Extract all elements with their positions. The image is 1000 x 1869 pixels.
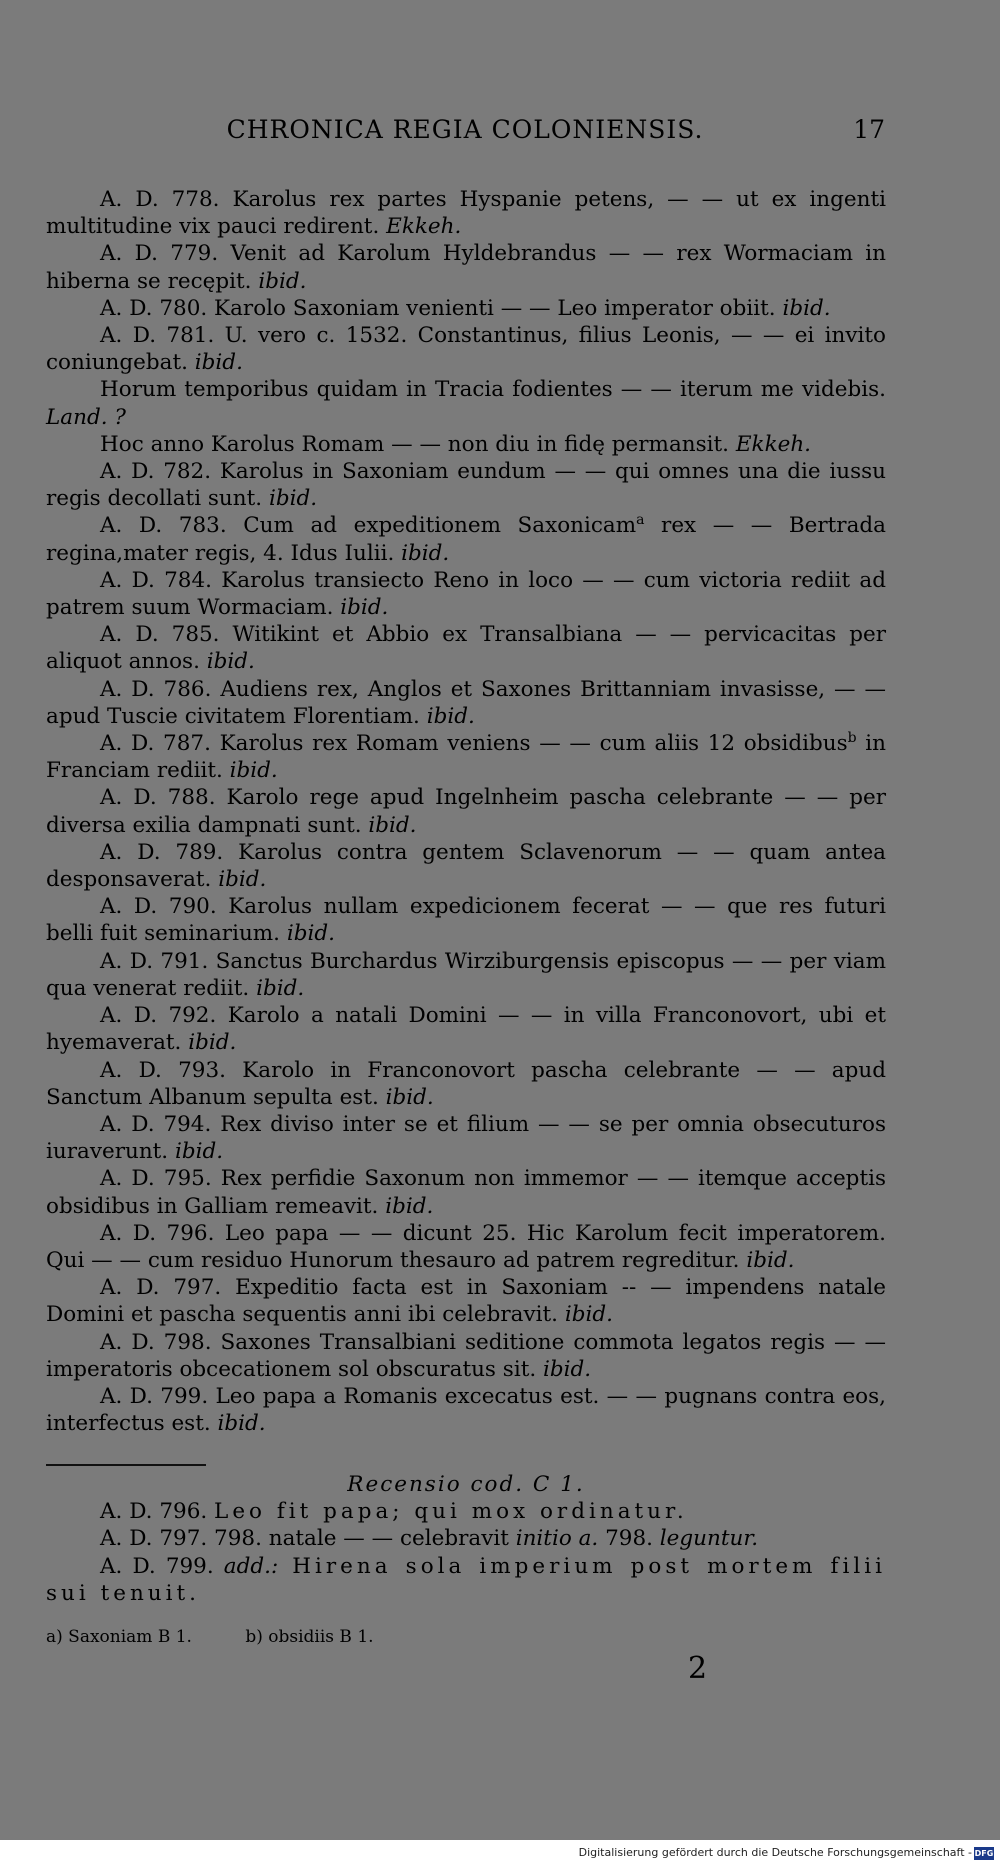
chronicle-entry (46, 839, 886, 893)
footnote-b: b) obsidiis B 1. (245, 1627, 374, 1647)
entry-source: ibid. (782, 295, 831, 321)
digitization-footer (0, 1840, 1000, 1869)
entry-source: ibid. (385, 1084, 434, 1110)
entry-text: rex — — Bertrada regina,mater regis, 4. Idus Iulii. (46, 513, 886, 566)
recension-text: 798. (598, 1526, 660, 1552)
entry-text: A. D. 798. Saxones Transalbiani seditione commota legatos regis — — imperatoris obcecationem sol obscuratus sit. (46, 1329, 886, 1382)
entry-text: A. D. 792. Karolo a natali Domini — — in villa Franconovort, ubi et hyemaverat. (46, 1003, 886, 1056)
entry-text: A. D. 787. Karolus rex Romam veniens — — cum aliis 12 obsidibus (100, 731, 848, 757)
signature-mark: 2 (688, 1651, 708, 1686)
chronicle-entry (46, 948, 886, 1002)
chronicle-entry (46, 240, 886, 294)
entry-text: A. D. 782. Karolus in Saxoniam eundum — — qui omnes una die iussu regis decollati sunt. (46, 459, 886, 512)
entry-text: A. D. 784. Karolus transiecto Reno in loco — — cum victoria rediit ad patrem suum Wormaciam. (46, 567, 886, 621)
chronicle-entry (46, 676, 886, 730)
entry-text: A. D. 790. Karolus nullam expedicionem fecerat — — que res futuri belli fuit seminarium. (46, 894, 886, 947)
entry-text: A. D. 780. Karolo Saxoniam venienti — — Leo imperator obiit. (100, 295, 776, 321)
entry-text: A. D. 783. Cum ad expeditionem Saxonicam (100, 513, 637, 539)
running-title: CHRONICA REGIA COLONIENSIS. (226, 115, 704, 144)
chronicle-text (46, 186, 886, 1437)
chronicle-entry (46, 567, 886, 621)
entry-source: ibid. (340, 595, 389, 621)
footnote-a: a) Saxoniam B 1. (46, 1627, 192, 1647)
entry-source: Land. ? (46, 404, 126, 430)
recension-line (46, 1525, 886, 1552)
chronicle-entry (46, 1383, 886, 1437)
chronicle-entry (46, 893, 886, 947)
entry-text: Horum temporibus quidam in Tracia fodientes — — iterum me videbis. (100, 377, 886, 403)
entry-source: ibid. (256, 975, 305, 1001)
recension-text: A. D. 796. (100, 1499, 215, 1525)
entry-text: A. D. 779. Venit ad Karolum Hyldebrandus — — rex Wormaciam in hiberna se recępit. (46, 241, 886, 294)
chronicle-entry (46, 1274, 886, 1328)
chronicle-entry (46, 1057, 886, 1111)
entry-source: Ekkeh. (386, 214, 462, 240)
entry-source: ibid. (217, 1411, 266, 1437)
recension-italic: leguntur. (659, 1526, 759, 1552)
recension-line (46, 1553, 886, 1607)
entry-text: A. D. 793. Karolo in Franconovort pascha celebrante — — apud Sanctum Albanum sepulta est. (46, 1057, 886, 1110)
entry-source: ibid. (218, 867, 267, 893)
recension-title: Recensio cod. C 1. (347, 1472, 585, 1497)
chronicle-entry (46, 1329, 886, 1383)
entry-source: ibid. (564, 1302, 613, 1328)
running-header (45, 115, 885, 149)
chronicle-entry (46, 376, 886, 430)
chronicle-entry (46, 1002, 886, 1056)
entry-source: ibid. (258, 268, 307, 294)
entry-source: ibid. (188, 1030, 237, 1056)
recension-italic: add.: (223, 1553, 279, 1579)
recension-line (46, 1498, 886, 1525)
separator-rule (46, 1464, 206, 1466)
chronicle-entry (46, 512, 886, 566)
entry-text: Hoc anno Karolus Romam — — non diu in fidę permansit. (100, 431, 729, 457)
entry-source: ibid. (543, 1356, 592, 1382)
entry-text: A. D. 789. Karolus contra gentem Sclavenorum — — quam antea desponsaverat. (46, 839, 886, 893)
entry-text: A. D. 791. Sanctus Burchardus Wirziburgensis episcopus — — per viam qua venerat rediit. (46, 948, 886, 1001)
entry-source: ibid. (426, 703, 475, 729)
entry-text: A. D. 799. Leo papa a Romanis excecatus est. — — pugnans contra eos, interfectus est. (46, 1383, 886, 1437)
recension-text: A. D. 799. (100, 1553, 224, 1579)
chronicle-entry (46, 1165, 886, 1219)
recension-text-spaced: Hirena sola imperium post mortem filii sui tenuit. (46, 1553, 886, 1606)
chronicle-entry (46, 186, 886, 240)
entry-source: ibid. (401, 540, 450, 566)
chronicle-entry (46, 1111, 886, 1165)
recension-text: A. D. 797. 798. natale — — celebravit (100, 1526, 516, 1552)
footnote-ref: a (636, 512, 645, 529)
recension-text-spaced: Leo fit papa; qui mox ordinatur. (214, 1499, 688, 1525)
entry-source: ibid. (268, 486, 318, 512)
entry-text: A. D. 785. Witikint et Abbio ex Transalbiana — — pervicacitas per aliquot annos. (46, 622, 886, 675)
entry-source: ibid. (194, 350, 243, 376)
chronicle-entry (46, 295, 886, 322)
footnote-ref: b (847, 729, 857, 746)
chronicle-entry (46, 784, 886, 838)
recension-block (46, 1471, 886, 1607)
recension-italic: initio a. (515, 1526, 599, 1552)
entry-source: ibid. (206, 649, 255, 675)
entry-text: in Franciam rediit. (46, 731, 886, 784)
entry-source: ibid. (368, 812, 417, 838)
entry-source: Ekkeh. (735, 431, 811, 457)
entry-text: A. D. 786. Audiens rex, Anglos et Saxones Brittanniam invasisse, — — apud Tuscie civitatem Florentiam. (46, 676, 886, 729)
page-number: 17 (853, 115, 885, 144)
chronicle-entry (46, 730, 886, 784)
footnotes (46, 1627, 646, 1647)
chronicle-entry (46, 322, 886, 376)
entry-text: A. D. 778. Karolus rex partes Hyspanie petens, — — ut ex ingenti multitudine vix pauci redirent. (46, 187, 886, 240)
entry-text: A. D. 797. Expeditio facta est in Saxoniam -- — impendens natale Domini et pascha sequentis anni ibi celebravit. (46, 1275, 886, 1328)
entry-source: ibid. (286, 921, 335, 947)
entry-text: A. D. 794. Rex diviso inter se et filium — — se per omnia obsecuturos iuraverunt. (46, 1111, 886, 1165)
chronicle-entry (46, 1220, 886, 1274)
entry-text: A. D. 788. Karolo rege apud Ingelnheim pascha celebrante — — per diversa exilia dampnati sunt. (46, 785, 886, 838)
entry-source: ibid. (229, 758, 278, 784)
chronicle-entry (46, 621, 886, 675)
entry-text: A. D. 796. Leo papa — — dicunt 25. Hic Karolum fecit imperatorem. Qui — — cum residuo Hunorum thesauro ad patrem regreditur. (46, 1220, 886, 1273)
chronicle-entry (46, 431, 886, 458)
dfg-logo: DFG (974, 1849, 994, 1858)
entry-source: ibid. (174, 1139, 224, 1165)
entry-source: ibid. (385, 1193, 434, 1219)
funding-credit: Digitalisierung gefördert durch die Deutsche Forschungsgemeinschaft - (578, 1846, 972, 1859)
chronicle-entry (46, 458, 886, 512)
entry-text: A. D. 781. U. vero c. 1532. Constantinus, filius Leonis, — — ei invito coniungebat. (46, 323, 886, 376)
entry-source: ibid. (746, 1247, 795, 1273)
entry-text: A. D. 795. Rex perfidie Saxonum non immemor — — itemque acceptis obsidibus in Galliam remeavit. (46, 1166, 886, 1219)
